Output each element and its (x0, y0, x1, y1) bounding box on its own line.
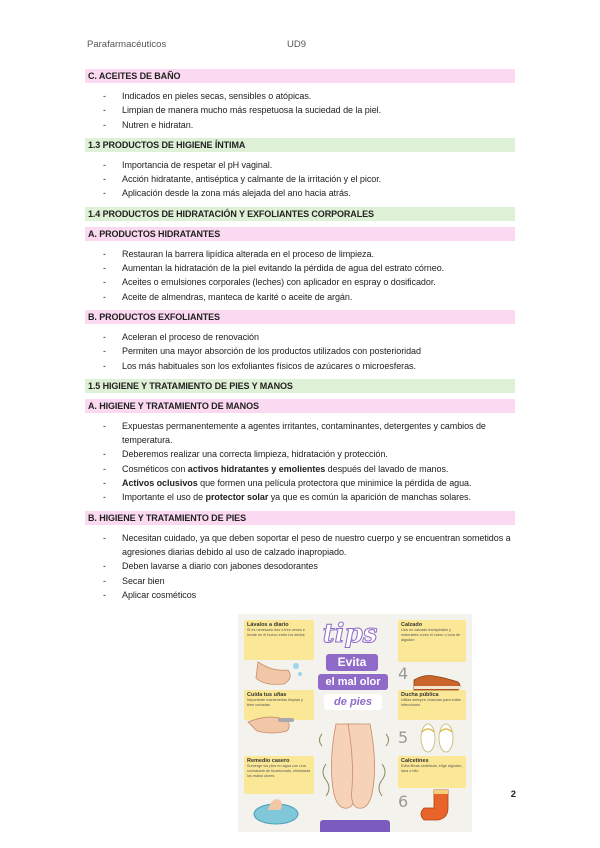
tips-title: tips (322, 619, 378, 649)
step-number: 5 (398, 728, 409, 747)
section-heading: 1.4 PRODUCTOS DE HIDRATACIÓN Y EXFOLIANTES CORPORALES (85, 207, 515, 221)
page-number: 2 (510, 789, 516, 800)
list-item: - Restauran la barrera lipídica alterada en el proceso de limpieza. (85, 247, 515, 261)
list-item: - Deben lavarse a diario con jabones desodorantes (85, 559, 515, 573)
list-item: - Limpian de manera mucho más respetuosa la suciedad de la piel. (85, 103, 515, 117)
list-item: - Aceleran el proceso de renovación (85, 330, 515, 344)
bullet-list (85, 247, 515, 304)
foot-wash-icon (256, 662, 302, 684)
card-title: Calzado (401, 622, 423, 628)
text-run: que formen una película protectora que minimice la pérdida de agua. (197, 478, 472, 489)
sock-icon (421, 790, 448, 820)
list-item: - Aceite de almendras, manteca de karité o aceite de argán. (85, 290, 515, 304)
card-title: Ducha pública (401, 692, 439, 698)
card-title: Calcetines (401, 758, 429, 764)
card-title: Remedio casero (247, 758, 290, 764)
banner-mal-olor: el mal olor (318, 674, 388, 690)
feet-odor-icon (320, 724, 389, 808)
list-item: - Nutren e hidratan. (85, 118, 515, 132)
card-title: Lávalos a diario (247, 622, 289, 628)
shoe-icon (414, 676, 462, 691)
list-item: - Necesitan cuidado, ya que deben soportar el peso de nuestro cuerpo y se encuentran sometidos a agresiones diarias debido al uso de calzado inapropiado. (85, 531, 515, 560)
text-run: después del lavado de manos. (325, 463, 449, 474)
card-body: Utiliza siempre chanclas para evitar infecciones (401, 698, 461, 707)
document-body (85, 69, 515, 608)
section-heading: A. HIGIENE Y TRATAMIENTO DE MANOS (85, 399, 515, 413)
bold-text: protector solar (205, 492, 269, 503)
card-body: Importante mantenerlas limpias y bien cortadas (247, 698, 303, 707)
bullet-list (85, 419, 515, 505)
list-item: - Acción hidratante, antiséptica y calmante de la irritación y el picor. (85, 172, 515, 186)
card-title: Cuida tus uñas (247, 692, 287, 698)
bullet-list (85, 330, 515, 373)
list-item: - Aceites o emulsiones corporales (leches) con aplicador en espray o dosificador. (85, 275, 515, 289)
section-heading: 1.5 HIGIENE Y TRATAMIENTO DE PIES Y MANOS (85, 379, 515, 393)
header-unit: UD9 (287, 39, 307, 50)
section-heading: 1.3 PRODUCTOS DE HIGIENE ÍNTIMA (85, 138, 515, 152)
list-item (85, 476, 515, 490)
list-item (85, 462, 515, 476)
section-heading: C. ACEITES DE BAÑO (85, 69, 515, 83)
foot-basin-icon (254, 799, 298, 824)
list-item: - Importancia de respetar el pH vaginal. (85, 158, 515, 172)
card-body: Si es necesario dos o tres veces e incide en el hueco entre los dedos (247, 628, 305, 637)
infographic-footer-band (320, 820, 390, 832)
page-header (87, 39, 307, 50)
flip-flops-icon (421, 724, 453, 752)
list-item: - Aplicación desde la zona más alejada del ano hacia atrás. (85, 186, 515, 200)
infographic-illustrations (238, 614, 472, 832)
card-body: Sumerge los pies en agua con una cucharada de bicarbonato, eliminarás los malos olores (247, 764, 311, 778)
list-item: - Los más habituales son los exfoliantes físicos de azúcares o microesferas. (85, 359, 515, 373)
header-subject: Parafarmacéuticos (87, 39, 167, 50)
bullet-list (85, 158, 515, 201)
list-item (85, 490, 515, 504)
list-item: - Indicados en pieles secas, sensibles o atópicas. (85, 89, 515, 103)
step-number: 4 (398, 664, 409, 683)
hand-clipper-icon (248, 717, 294, 733)
section-heading: B. HIGIENE Y TRATAMIENTO DE PIES (85, 511, 515, 525)
text-run: ya que es común la aparición de manchas solares. (268, 492, 471, 503)
list-item: - Secar bien (85, 574, 515, 588)
section-heading: A. PRODUCTOS HIDRATANTES (85, 227, 515, 241)
list-item: - Permiten una mayor absorción de los productos utilizados con posterioridad (85, 344, 515, 358)
list-item: - Deberemos realizar una correcta limpieza, hidratación y protección. (85, 447, 515, 461)
list-item: - Aumentan la hidratación de la piel evitando la pérdida de agua del estrato córneo. (85, 261, 515, 275)
step-number: 6 (398, 792, 409, 811)
card-body: Usa un calzado transpirable y materiales como el cuero o lona de algodón (401, 628, 461, 642)
bullet-list (85, 531, 515, 602)
card-body: Evita fibras sintéticas, elige algodón, lana o hilo (401, 764, 463, 773)
text-run: Importante el uso de (122, 492, 206, 503)
list-item: - Expuestas permanentemente a agentes irritantes, contaminantes, detergentes y cambios de temperatura. (85, 419, 515, 448)
text-run: Cosméticos con (122, 463, 188, 474)
foot-care-infographic (238, 614, 472, 832)
bold-text: activos hidratantes y emolientes (187, 463, 326, 474)
banner-evita: Evita (326, 654, 378, 671)
banner-de-pies: de pies (324, 694, 382, 710)
section-heading: B. PRODUCTOS EXFOLIANTES (85, 310, 515, 324)
list-item: - Aplicar cosméticos (85, 588, 515, 602)
bold-text: Activos oclusivos (122, 478, 198, 489)
bullet-list (85, 89, 515, 132)
